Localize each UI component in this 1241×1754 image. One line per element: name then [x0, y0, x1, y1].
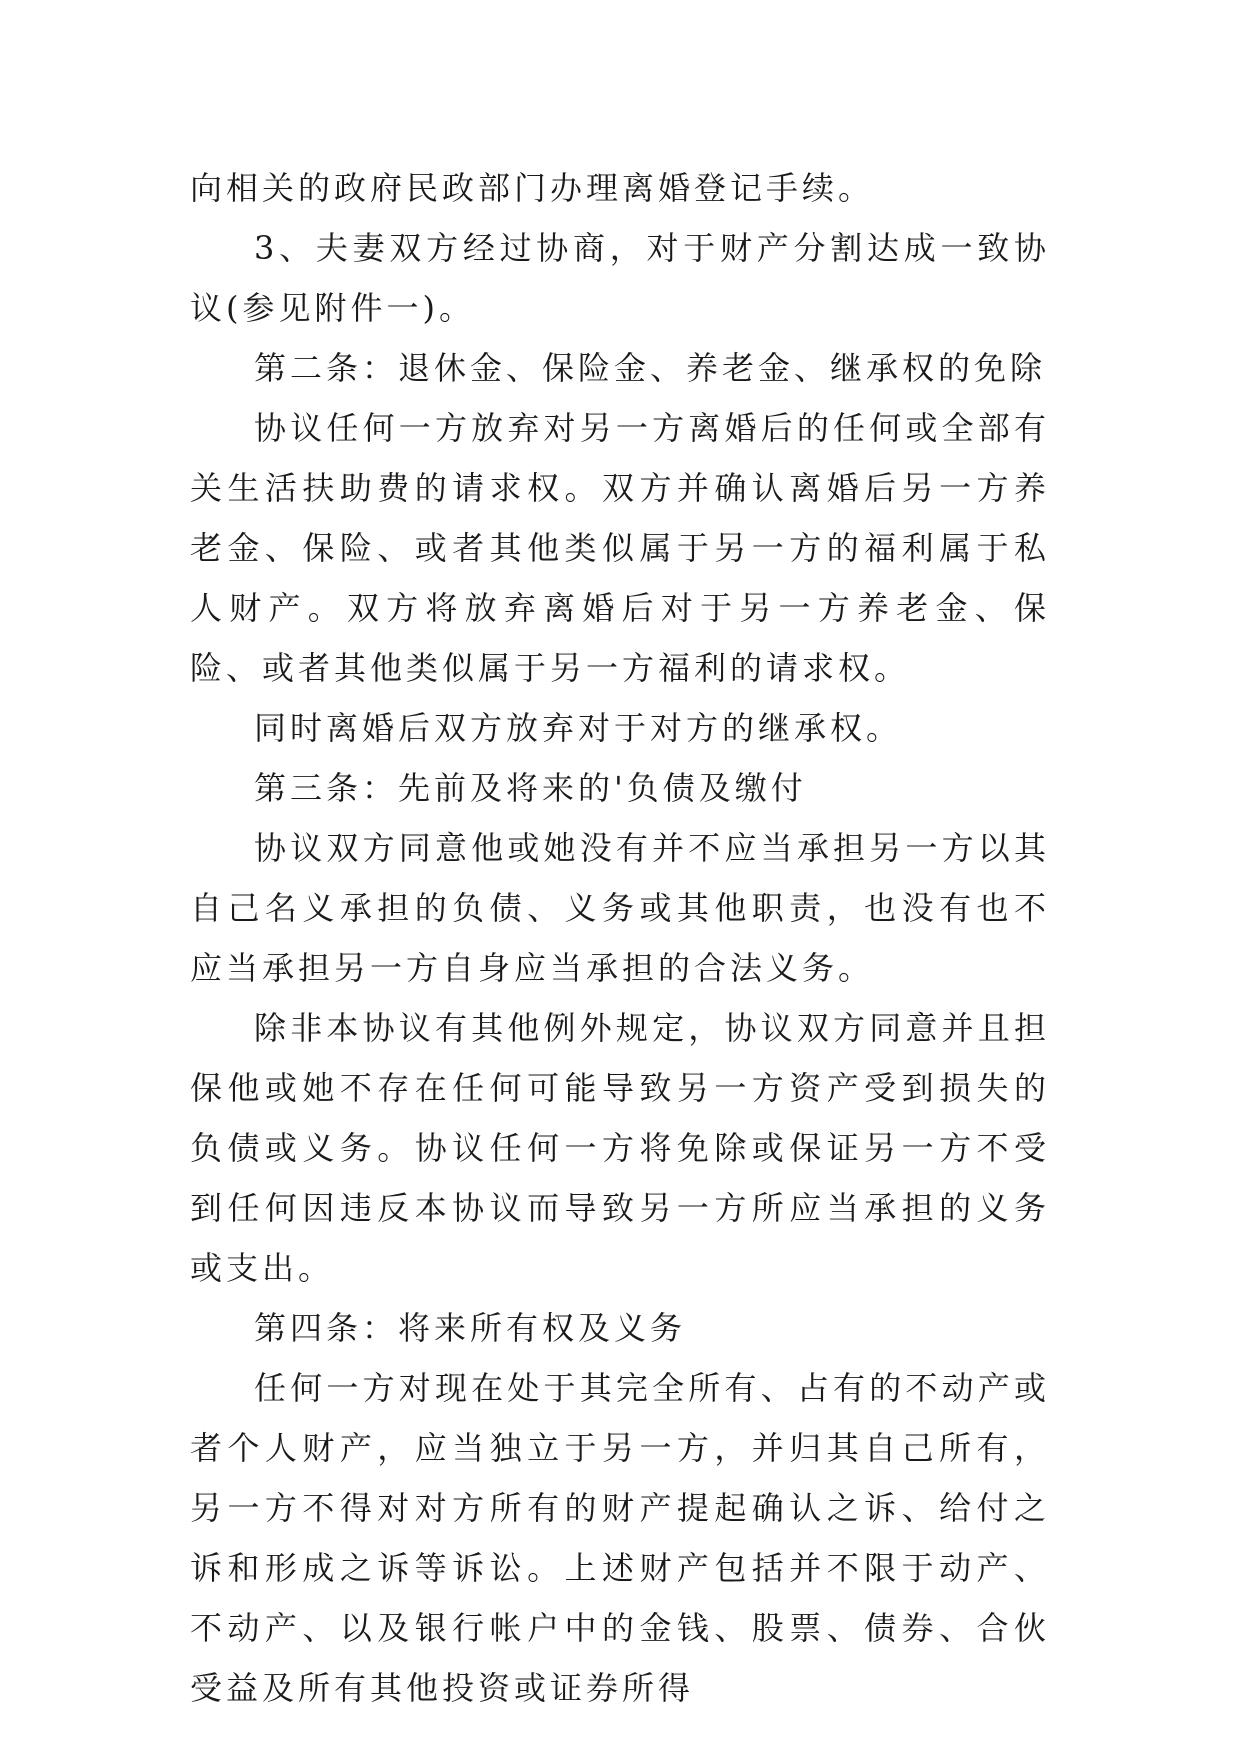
article-2-paragraph-2: 同时离婚后双方放弃对于对方的继承权。: [254, 709, 903, 747]
article-2-heading: 第二条：退休金、保险金、养老金、继承权的免除: [254, 349, 1047, 387]
article-2-paragraph-1: 协议任何一方放弃对另一方离婚后的任何或全部有关生活扶助费的请求权。双方并确认离婚后另一方养老金、保险、或者其他类似属于另一方的福利属于私人财产。双方将放弃离婚后对于另一方养老金、保险、或者其他类似属于另一方福利的请求权。: [190, 409, 1050, 687]
article-4-paragraph-1: 任何一方对现在处于其完全所有、占有的不动产或者个人财产，应当独立于另一方，并归其自己所有，另一方不得对对方所有的财产提起确认之诉、给付之诉和形成之诉等诉讼。上述财产包括并不限于动产、不动产、以及银行帐户中的金钱、股票、债券、合伙受益及所有其他投资或证券所得: [190, 1369, 1050, 1707]
document-body: [190, 158, 1050, 1718]
paragraph-clause-3: 3、夫妻双方经过协商，对于财产分割达成一致协议(参见附件一)。: [190, 229, 1050, 327]
article-3-paragraph-2: 除非本协议有其他例外规定，协议双方同意并且担保他或她不存在任何可能导致另一方资产受到损失的负债或义务。协议任何一方将免除或保证另一方不受到任何因违反本协议而导致另一方所应当承担的义务或支出。: [190, 1009, 1050, 1287]
article-3-heading: 第三条：先前及将来的'负债及缴付: [254, 769, 807, 807]
article-3-paragraph-1: 协议双方同意他或她没有并不应当承担另一方以其自己名义承担的负债、义务或其他职责，也没有也不应当承担另一方自身应当承担的合法义务。: [190, 829, 1050, 987]
paragraph-continuation: 向相关的政府民政部门办理离婚登记手续。: [190, 169, 875, 207]
article-4-heading: 第四条：将来所有权及义务: [254, 1309, 687, 1347]
